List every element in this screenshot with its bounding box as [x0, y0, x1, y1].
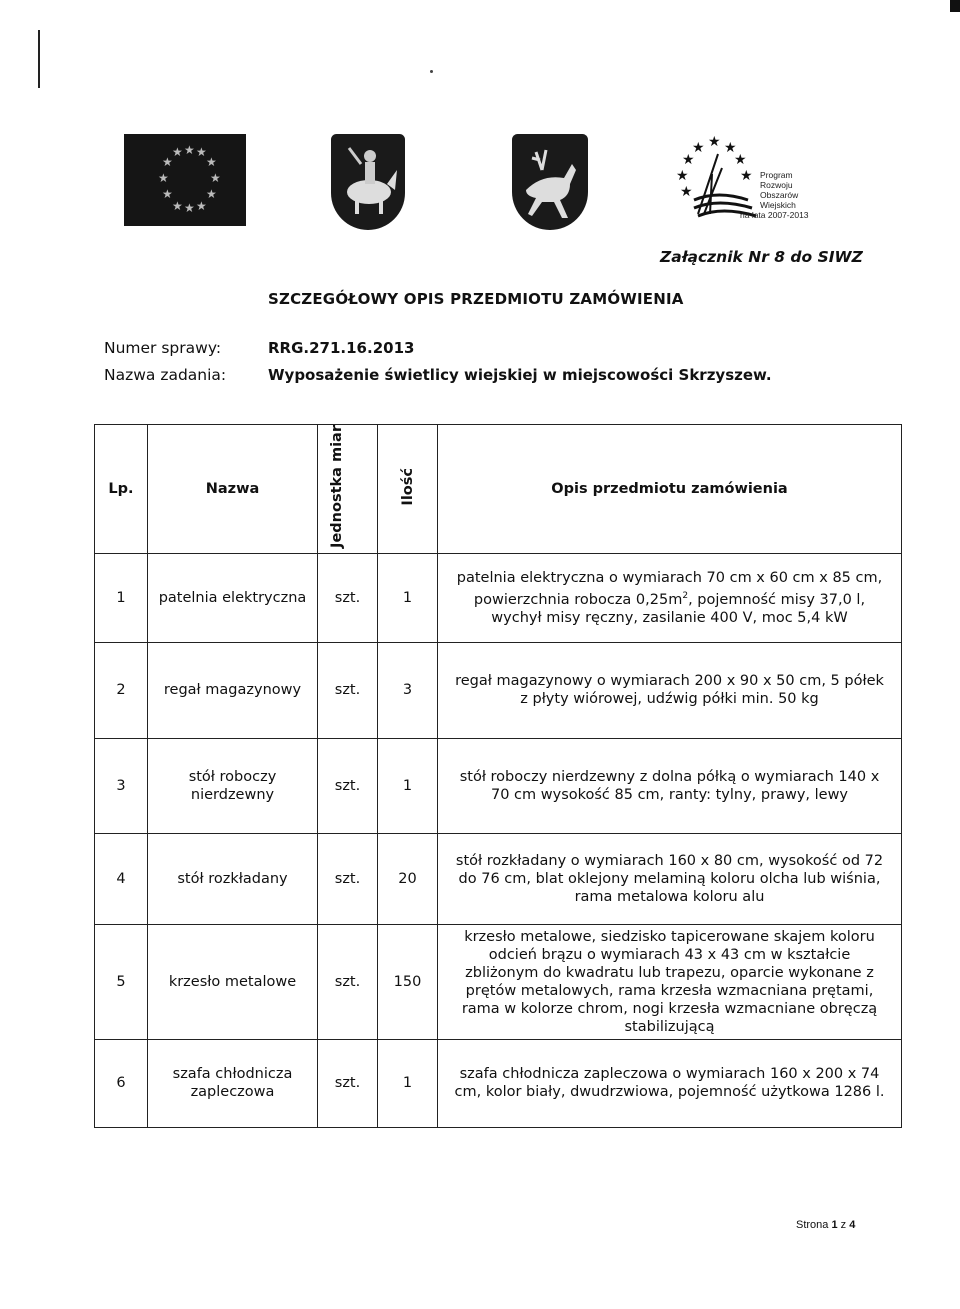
row-ilosc: 20 — [378, 833, 438, 924]
svg-text:★: ★ — [708, 134, 721, 150]
row-opis: stół rozkładany o wymiarach 160 x 80 cm, wysokość od 72 do 76 cm, blat oklejony melaminą koloru olcha lub wiśnia, rama metalowa koloru alu — [438, 833, 902, 924]
row-lp: 4 — [95, 833, 148, 924]
prow-line: Obszarów — [760, 190, 799, 200]
task-name-label: Nazwa zadania: — [104, 366, 227, 384]
table-row — [95, 833, 902, 924]
table-row — [95, 553, 902, 642]
row-lp: 6 — [95, 1039, 148, 1127]
header-opis: Opis przedmiotu zamówienia — [438, 425, 902, 554]
case-number-label: Numer sprawy: — [104, 339, 222, 357]
prow-line: Wiejskich — [760, 200, 796, 210]
svg-text:★: ★ — [680, 184, 693, 200]
table-row — [95, 924, 902, 1039]
svg-text:★: ★ — [734, 152, 747, 168]
header-jednostka — [318, 425, 378, 554]
prow-line: Program — [760, 170, 793, 180]
row-jm: szt. — [318, 833, 378, 924]
scan-dot — [430, 70, 433, 73]
table-row — [95, 642, 902, 738]
row-lp: 3 — [95, 738, 148, 833]
footer-prefix: Strona — [796, 1219, 829, 1231]
row-opis-text-cont: , pojemność misy 37,0 l, wychył misy ręczny, zasilanie 400 V, moc 5,4 kW — [491, 591, 866, 626]
task-name-value: Wyposażenie świetlicy wiejskiej w miejscowości Skrzyszew. — [268, 366, 772, 384]
row-opis-superscript: 2 — [682, 591, 689, 602]
row-ilosc: 150 — [378, 924, 438, 1039]
svg-text:★: ★ — [724, 140, 737, 156]
document-title: SZCZEGÓŁOWY OPIS PRZEDMIOTU ZAMÓWIENIA — [268, 290, 684, 308]
table-header-row — [95, 425, 902, 554]
footer-page-number: 1 — [831, 1219, 838, 1231]
row-jm: szt. — [318, 642, 378, 738]
scan-mark — [38, 30, 40, 88]
row-opis: regał magazynowy o wymiarach 200 x 90 x 50 cm, 5 półek z płyty wiórowej, udźwig półki min. 50 kg — [438, 642, 902, 738]
row-nazwa: szafa chłodnicza zapleczowa — [148, 1039, 318, 1127]
row-ilosc: 1 — [378, 738, 438, 833]
prow-line: Rozwoju — [760, 180, 793, 190]
row-jm: szt. — [318, 1039, 378, 1127]
row-lp: 2 — [95, 642, 148, 738]
svg-text:★: ★ — [692, 140, 705, 156]
row-nazwa: stół roboczy nierdzewny — [148, 738, 318, 833]
row-jm: szt. — [318, 553, 378, 642]
row-nazwa: patelnia elektryczna — [148, 553, 318, 642]
coat-of-arms-knight-logo — [331, 134, 405, 230]
row-jm: szt. — [318, 738, 378, 833]
row-lp: 5 — [95, 924, 148, 1039]
scan-corner — [950, 0, 960, 12]
svg-text:★: ★ — [676, 168, 689, 184]
row-nazwa: stół rozkładany — [148, 833, 318, 924]
row-opis: szafa chłodnicza zapleczowa o wymiarach 160 x 200 x 74 cm, kolor biały, dwudrzwiowa, pojemność użytkowa 1286 l. — [438, 1039, 902, 1127]
page-footer — [796, 1219, 855, 1231]
svg-text:★: ★ — [740, 168, 753, 184]
row-opis — [438, 553, 902, 642]
case-number-value: RRG.271.16.2013 — [268, 339, 415, 357]
prow-line: na lata 2007-2013 — [740, 210, 809, 220]
header-ilosc-label: Ilość — [399, 467, 416, 506]
header-lp: Lp. — [95, 425, 148, 554]
row-lp: 1 — [95, 553, 148, 642]
header-nazwa: Nazwa — [148, 425, 318, 554]
eu-flag-logo: ★ ★ ★ ★ ★ ★ ★ ★ ★ ★ ★ ★ — [124, 134, 246, 226]
svg-text:★: ★ — [682, 152, 695, 168]
row-nazwa: regał magazynowy — [148, 642, 318, 738]
footer-separator: z — [840, 1219, 847, 1231]
specification-table — [94, 424, 902, 1128]
footer-total-pages: 4 — [849, 1219, 856, 1231]
prow-program-text — [740, 170, 809, 220]
attachment-label: Załącznik Nr 8 do SIWZ — [660, 248, 863, 266]
row-ilosc: 1 — [378, 553, 438, 642]
row-opis: krzesło metalowe, siedzisko tapicerowane skajem koloru odcień brązu o wymiarach 43 x 43 cm w kształcie zbliżonym do kwadratu lub trapezu, oparcie wykonane z prętów metalowych, rama krzesła wzmacniana prętami, rama w kolorze chrom, nogi krzesła wzmacniane obręczą stabilizującą — [438, 924, 902, 1039]
header-jednostka-label: Jednostka miar — [328, 425, 345, 548]
row-jm: szt. — [318, 924, 378, 1039]
table-row — [95, 738, 902, 833]
row-opis: stół roboczy nierdzewny z dolna półką o wymiarach 140 x 70 cm wysokość 85 cm, ranty: tylny, prawy, lewy — [438, 738, 902, 833]
row-nazwa: krzesło metalowe — [148, 924, 318, 1039]
row-ilosc: 3 — [378, 642, 438, 738]
table-row — [95, 1039, 902, 1127]
row-ilosc: 1 — [378, 1039, 438, 1127]
coat-of-arms-deer-logo — [512, 134, 588, 230]
row-opis-text: patelnia elektryczna o wymiarach 70 cm x 60 cm x 85 cm, powierzchnia robocza 0,25m — [456, 570, 883, 608]
header-ilosc — [378, 425, 438, 554]
